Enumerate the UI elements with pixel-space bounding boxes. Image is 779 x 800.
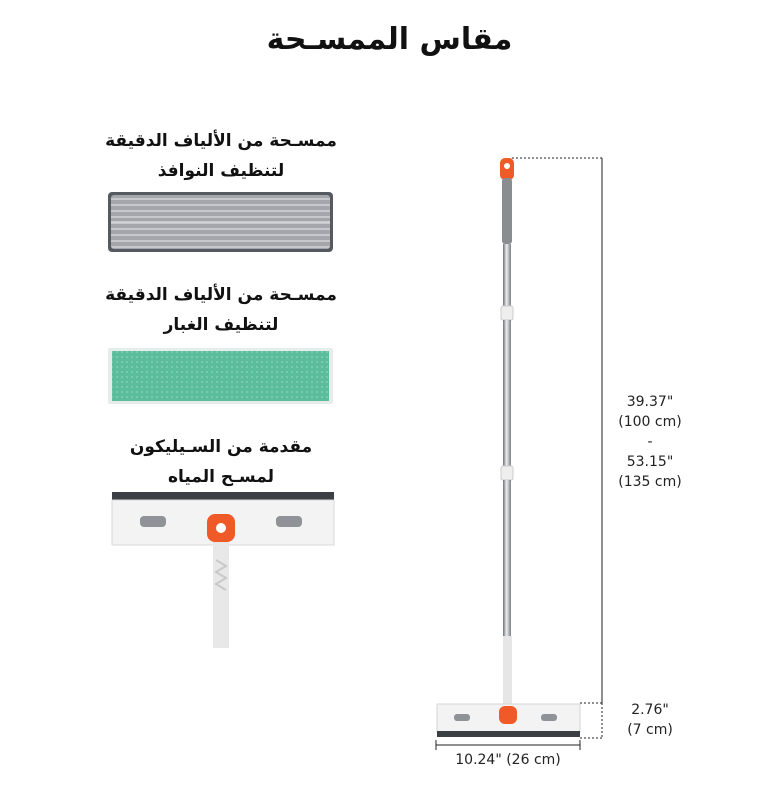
head-height-label	[600, 700, 700, 740]
squeegee-caption-line2: لمسـح المياه	[167, 467, 275, 487]
window-microfiber-pad	[108, 192, 333, 252]
mop-full-view	[437, 158, 580, 737]
pole-height-max-cm: (135 cm)	[618, 474, 682, 490]
head-width-label: 10.24" (26 cm)	[455, 752, 561, 768]
pole-height-label	[600, 392, 700, 492]
silicone-squeegee-head	[112, 492, 334, 648]
dimension-guides	[436, 158, 602, 750]
pole-height-min-cm: (100 cm)	[618, 414, 682, 430]
pole-height-max: 53.15"	[626, 454, 674, 470]
dust-microfiber-pad	[108, 348, 333, 404]
dust-pad-caption-line1: ممسـحة من الألياف الدقيقة	[105, 285, 337, 305]
page-title: مقاس الممسـحة	[266, 22, 513, 57]
pole-height-min: 39.37"	[626, 394, 674, 410]
pole-height-separator: -	[647, 434, 653, 450]
head-height-cm: (7 cm)	[627, 722, 673, 738]
window-pad-caption-line2: لتنظيف النوافذ	[157, 161, 285, 181]
squeegee-caption-line1: مقدمة من السـيليكون	[129, 437, 313, 457]
window-pad-caption-line1: ممسـحة من الألياف الدقيقة	[105, 131, 337, 151]
dust-pad-caption-line2: لتنظيف الغبار	[163, 315, 279, 335]
head-height-inch: 2.76"	[631, 702, 669, 718]
